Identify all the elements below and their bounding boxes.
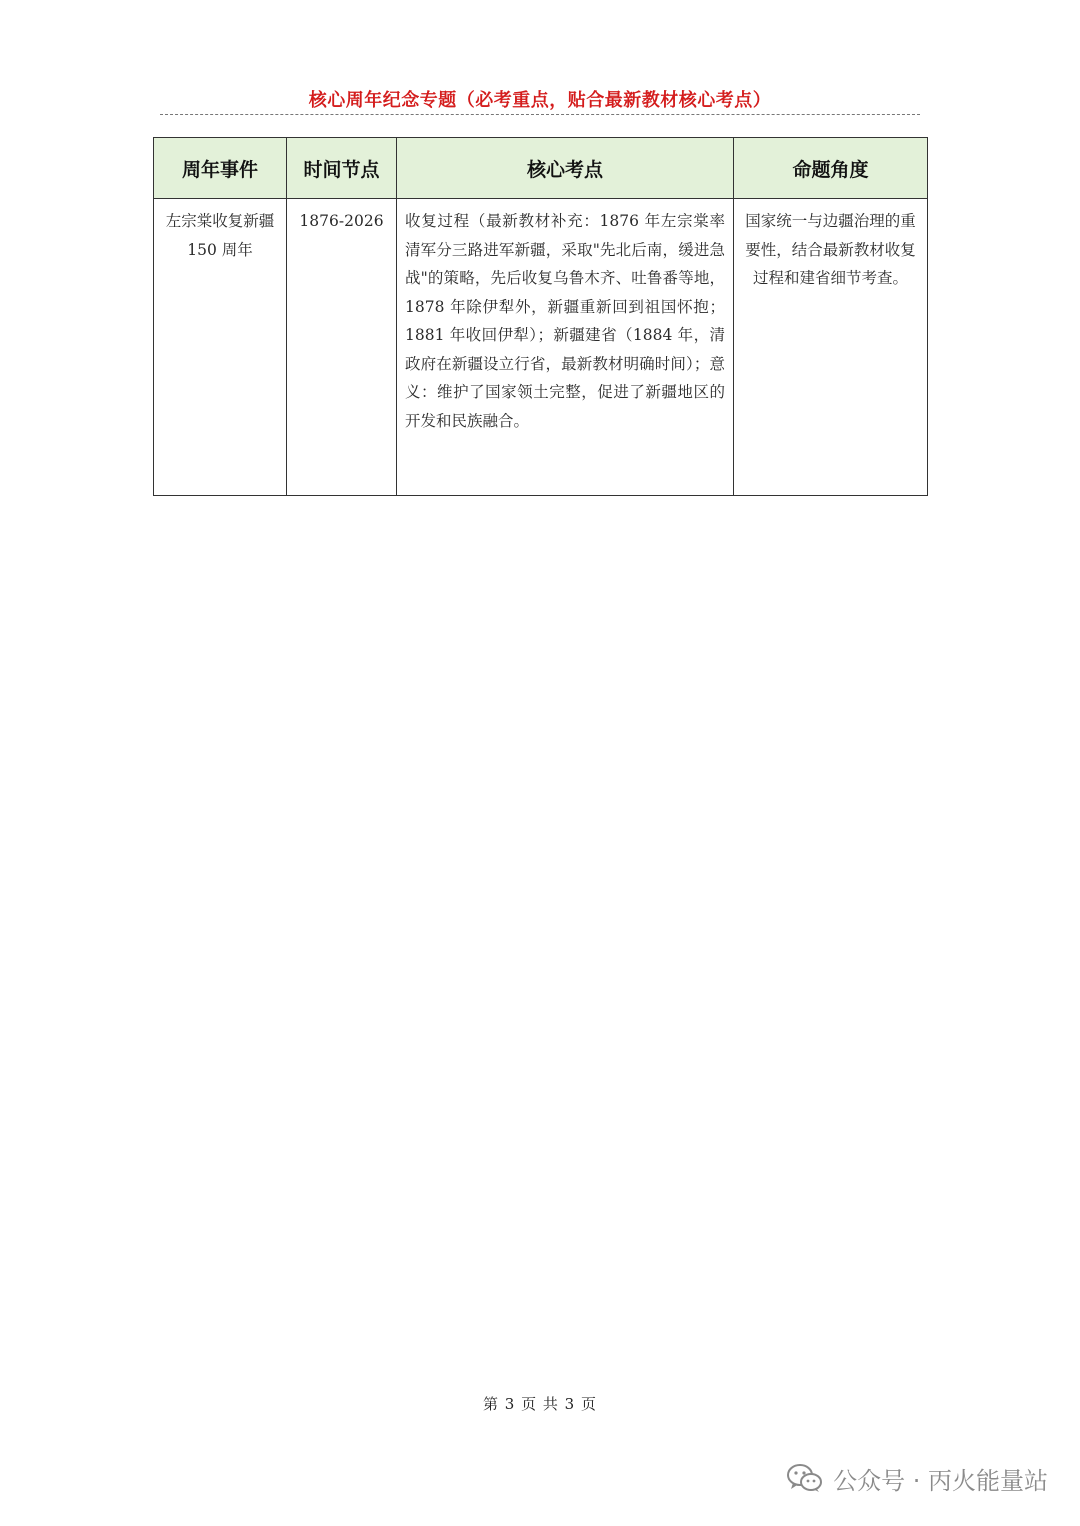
page-title: 核心周年纪念专题（必考重点，贴合最新教材核心考点） (308, 90, 772, 111)
header-divider (160, 114, 920, 115)
column-header-core: 核心考点 (397, 138, 734, 199)
topic-table (153, 137, 928, 496)
watermark (787, 1458, 1048, 1498)
column-header-time: 时间节点 (287, 138, 397, 199)
cell-core-points: 收复过程（最新教材补充：1876 年左宗棠率清军分三路进军新疆，采取"先北后南，缓进急战"的策略，先后收复乌鲁木齐、吐鲁番等地，1878 年除伊犁外，新疆重新回到祖国怀抱；1881 年收回伊犁）；新疆建省（1884 年，清政府在新疆设立行省，最新教材明确时间）；意义：维护了国家领土完整，促进了新疆地区的开发和民族融合。 (397, 199, 734, 496)
watermark-text: 公众号 · 丙火能量站 (833, 1466, 1048, 1495)
column-header-event: 周年事件 (154, 138, 287, 199)
cell-time: 1876-2026 (287, 199, 397, 496)
page-number: 第 3 页 共 3 页 (483, 1395, 597, 1413)
column-header-angle: 命题角度 (734, 138, 928, 199)
wechat-icon (787, 1463, 823, 1493)
cell-event: 左宗棠收复新疆 150 周年 (154, 199, 287, 496)
cell-exam-angle: 国家统一与边疆治理的重要性，结合最新教材收复过程和建省细节考查。 (734, 199, 928, 496)
table-header-row (154, 138, 928, 199)
table-row (154, 199, 928, 496)
